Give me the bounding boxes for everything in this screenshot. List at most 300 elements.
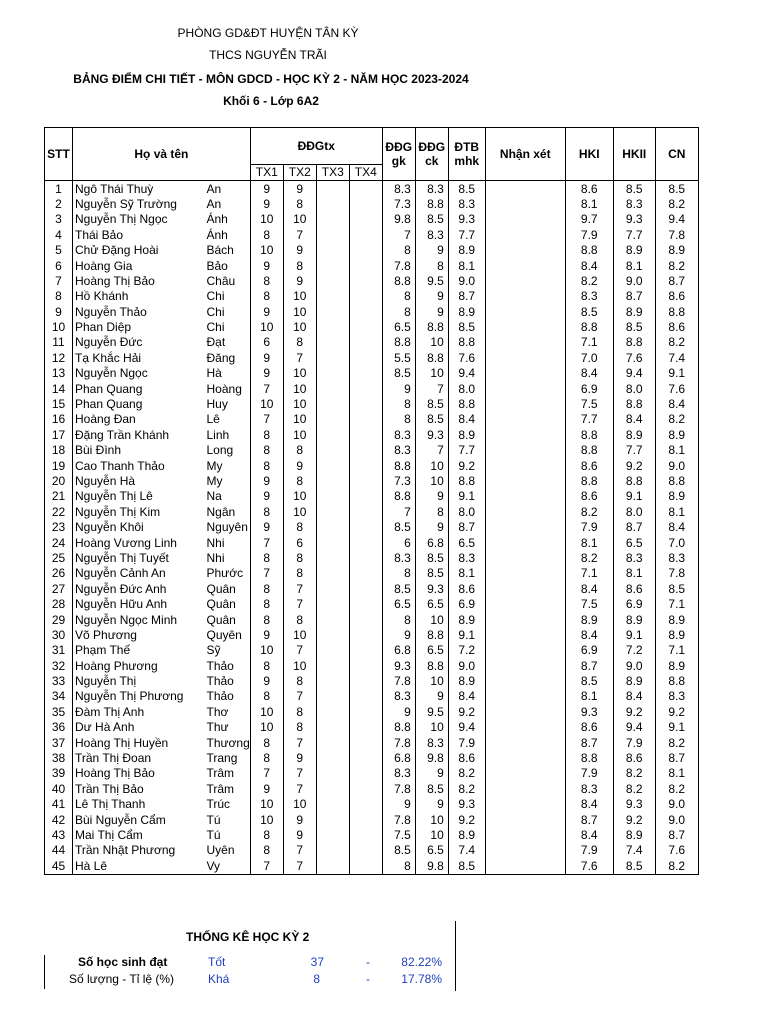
- cell-ddg-gk: 8.3: [382, 181, 415, 197]
- cell-ddg-gk: 8: [382, 397, 415, 412]
- cell-tx2: 10: [283, 505, 316, 520]
- cell-ddg-ck: 9: [415, 489, 448, 504]
- cell-ddg-gk: 7: [382, 505, 415, 520]
- cell-dtb-mhk: 9.1: [448, 489, 485, 504]
- cell-stt: 16: [45, 412, 73, 427]
- cell-tx3: [316, 351, 349, 366]
- cell-remark: [485, 397, 565, 412]
- cell-remark: [485, 812, 565, 827]
- cell-tx3: [316, 458, 349, 473]
- table-row: [45, 274, 699, 289]
- cell-tx4: [349, 320, 382, 335]
- cell-first-name: Chi: [205, 305, 251, 320]
- cell-last-middle-name: Nguyễn Thị: [73, 674, 205, 689]
- cell-dtb-mhk: 8.4: [448, 689, 485, 704]
- cell-first-name: Thảo: [205, 659, 251, 674]
- cell-stt: 44: [45, 843, 73, 858]
- cell-last-middle-name: Trần Thị Bảo: [73, 782, 205, 797]
- cell-hkii: 7.6: [613, 351, 655, 366]
- cell-stt: 31: [45, 643, 73, 658]
- cell-stt: 7: [45, 274, 73, 289]
- cell-tx2: 8: [283, 705, 316, 720]
- cell-tx1: 10: [250, 212, 283, 227]
- cell-tx1: 8: [250, 659, 283, 674]
- cell-ddg-ck: 9: [415, 243, 448, 258]
- cell-tx1: 8: [250, 551, 283, 566]
- cell-stt: 39: [45, 766, 73, 781]
- cell-hkii: 8.6: [613, 582, 655, 597]
- cell-stt: 29: [45, 612, 73, 627]
- cell-tx4: [349, 535, 382, 550]
- cell-tx3: [316, 612, 349, 627]
- cell-tx1: 10: [250, 243, 283, 258]
- col-tx1: TX1: [250, 165, 283, 181]
- cell-remark: [485, 258, 565, 273]
- cell-first-name: Quyên: [205, 628, 251, 643]
- cell-ddg-ck: 8.8: [415, 351, 448, 366]
- cell-dtb-mhk: 8.2: [448, 782, 485, 797]
- cell-hkii: 7.7: [613, 443, 655, 458]
- cell-remark: [485, 751, 565, 766]
- cell-tx3: [316, 535, 349, 550]
- col-ddgtx: ĐĐGtx: [250, 128, 382, 165]
- cell-tx3: [316, 505, 349, 520]
- cell-ddg-ck: 8.3: [415, 228, 448, 243]
- cell-dtb-mhk: 7.7: [448, 443, 485, 458]
- cell-tx3: [316, 843, 349, 858]
- cell-stt: 30: [45, 628, 73, 643]
- cell-tx4: [349, 705, 382, 720]
- cell-hkii: 8.9: [613, 674, 655, 689]
- cell-first-name: My: [205, 458, 251, 473]
- stats-title: THỐNG KÊ HỌC KỲ 2: [186, 930, 310, 944]
- cell-stt: 43: [45, 828, 73, 843]
- cell-tx4: [349, 812, 382, 827]
- cell-tx4: [349, 381, 382, 396]
- cell-dtb-mhk: 8.9: [448, 674, 485, 689]
- cell-stt: 12: [45, 351, 73, 366]
- cell-stt: 3: [45, 212, 73, 227]
- cell-cn: 9.0: [655, 812, 698, 827]
- cell-ddg-gk: 9: [382, 628, 415, 643]
- cell-hki: 8.4: [565, 582, 613, 597]
- cell-ddg-ck: 9: [415, 305, 448, 320]
- cell-cn: 8.7: [655, 274, 698, 289]
- cell-tx3: [316, 766, 349, 781]
- col-hki: HKI: [565, 128, 613, 181]
- stats-count: 8: [313, 972, 320, 986]
- cell-remark: [485, 351, 565, 366]
- cell-hkii: 8.9: [613, 305, 655, 320]
- cell-last-middle-name: Lê Thị Thanh: [73, 797, 205, 812]
- cell-ddg-gk: 8.3: [382, 551, 415, 566]
- cell-ddg-ck: 8.8: [415, 659, 448, 674]
- cell-first-name: Thương: [206, 735, 250, 750]
- cell-hki: 8.1: [565, 535, 613, 550]
- cell-hkii: 9.1: [613, 489, 655, 504]
- cell-ddg-gk: 8.3: [382, 689, 415, 704]
- cell-tx3: [316, 212, 349, 227]
- cell-tx3: [316, 243, 349, 258]
- cell-remark: [485, 181, 565, 197]
- cell-tx3: [316, 258, 349, 273]
- cell-tx2: 10: [283, 305, 316, 320]
- cell-tx4: [349, 443, 382, 458]
- cell-hkii: 7.7: [613, 228, 655, 243]
- cell-tx2: 7: [283, 689, 316, 704]
- cell-tx2: 9: [283, 181, 316, 197]
- cell-ddg-gk: 9.8: [382, 212, 415, 227]
- table-row: [45, 859, 699, 875]
- cell-ddg-gk: 7.3: [382, 474, 415, 489]
- cell-stt: 11: [45, 335, 73, 350]
- cell-tx1: 10: [250, 397, 283, 412]
- cell-cn: 7.0: [655, 535, 698, 550]
- cell-cn: 7.1: [655, 597, 698, 612]
- cell-last-middle-name: Phan Quang: [73, 381, 205, 396]
- cell-hki: 8.2: [565, 551, 613, 566]
- cell-tx2: 10: [283, 289, 316, 304]
- grade-table: [44, 127, 699, 875]
- stats-dash: -: [366, 972, 370, 986]
- cell-tx4: [349, 689, 382, 704]
- table-body: [45, 181, 699, 875]
- cell-ddg-ck: 8.3: [415, 735, 448, 750]
- cell-hkii: 9.2: [613, 458, 655, 473]
- cell-tx3: [316, 597, 349, 612]
- cell-last-middle-name: Trần Thị Đoan: [73, 751, 205, 766]
- cell-tx4: [349, 582, 382, 597]
- table-row: [45, 228, 699, 243]
- cell-first-name: Quân: [205, 612, 251, 627]
- table-row: [45, 566, 699, 581]
- cell-tx2: 7: [283, 766, 316, 781]
- cell-hki: 8.3: [565, 289, 613, 304]
- cell-tx4: [349, 258, 382, 273]
- cell-remark: [485, 828, 565, 843]
- cell-ddg-ck: 10: [415, 474, 448, 489]
- cell-ddg-ck: 8.5: [415, 782, 448, 797]
- cell-remark: [485, 228, 565, 243]
- cell-cn: 8.1: [655, 443, 698, 458]
- cell-first-name: Tú: [205, 812, 251, 827]
- cell-last-middle-name: Bùi Nguyễn Cẩm: [73, 812, 205, 827]
- cell-cn: 8.9: [655, 243, 698, 258]
- cell-ddg-ck: 10: [415, 335, 448, 350]
- cell-first-name: Ngân: [205, 505, 251, 520]
- cell-remark: [485, 320, 565, 335]
- cell-hki: 8.6: [565, 458, 613, 473]
- cell-ddg-ck: 8: [415, 505, 448, 520]
- cell-first-name: Vy: [205, 859, 251, 875]
- department-header: PHÒNG GD&ĐT HUYỆN TÂN KỲ: [177, 26, 359, 40]
- cell-stt: 37: [45, 735, 73, 750]
- cell-cn: 8.8: [655, 305, 698, 320]
- cell-hkii: 7.4: [613, 843, 655, 858]
- cell-dtb-mhk: 6.5: [448, 535, 485, 550]
- cell-tx3: [316, 320, 349, 335]
- cell-tx2: 8: [283, 474, 316, 489]
- cell-dtb-mhk: 9.2: [448, 812, 485, 827]
- table-row: [45, 828, 699, 843]
- cell-first-name: Sỹ: [205, 643, 251, 658]
- cell-hkii: 9.0: [613, 659, 655, 674]
- stats-grade: Tốt: [208, 955, 226, 969]
- cell-remark: [485, 243, 565, 258]
- school-name: THCS NGUYỄN TRÃI: [209, 48, 327, 62]
- cell-remark: [485, 274, 565, 289]
- cell-tx4: [349, 674, 382, 689]
- cell-tx4: [349, 843, 382, 858]
- cell-hki: 7.5: [565, 397, 613, 412]
- cell-tx3: [316, 428, 349, 443]
- cell-ddg-ck: 6.8: [415, 535, 448, 550]
- cell-first-name: Tú: [205, 828, 251, 843]
- cell-ddg-ck: 6.5: [415, 643, 448, 658]
- cell-tx3: [316, 859, 349, 875]
- cell-tx4: [349, 643, 382, 658]
- cell-tx1: 8: [250, 689, 283, 704]
- table-row: [45, 212, 699, 227]
- cell-ddg-gk: 8: [382, 289, 415, 304]
- cell-tx3: [316, 751, 349, 766]
- cell-first-name: Hoàng: [205, 381, 251, 396]
- cell-ddg-gk: 8.8: [382, 458, 415, 473]
- cell-dtb-mhk: 8.7: [448, 520, 485, 535]
- cell-last-middle-name: Hoàng Phương: [73, 659, 205, 674]
- table-row: [45, 258, 699, 273]
- cell-first-name: Bảo: [205, 258, 251, 273]
- cell-first-name: Trâm: [205, 782, 251, 797]
- cell-ddg-gk: 8: [382, 566, 415, 581]
- cell-stt: 14: [45, 381, 73, 396]
- cell-hkii: 8.7: [613, 289, 655, 304]
- cell-dtb-mhk: 6.9: [448, 597, 485, 612]
- cell-cn: 8.2: [655, 197, 698, 212]
- cell-tx1: 9: [250, 351, 283, 366]
- cell-first-name: Linh: [205, 428, 251, 443]
- cell-hkii: 9.0: [613, 274, 655, 289]
- cell-tx2: 7: [283, 782, 316, 797]
- stats-count: 37: [310, 955, 324, 969]
- cell-cn: 8.4: [655, 397, 698, 412]
- cell-dtb-mhk: 8.0: [448, 381, 485, 396]
- cell-ddg-ck: 6.5: [415, 843, 448, 858]
- cell-tx4: [349, 551, 382, 566]
- cell-remark: [485, 535, 565, 550]
- cell-cn: 7.8: [655, 228, 698, 243]
- cell-tx2: 8: [283, 674, 316, 689]
- table-row: [45, 766, 699, 781]
- table-row: [45, 289, 699, 304]
- cell-tx1: 8: [250, 274, 283, 289]
- cell-hki: 8.6: [565, 489, 613, 504]
- cell-tx4: [349, 243, 382, 258]
- cell-remark: [485, 289, 565, 304]
- cell-tx2: 10: [283, 381, 316, 396]
- cell-last-middle-name: Nguyễn Thị Tuyết: [73, 551, 205, 566]
- table-row: [45, 320, 699, 335]
- table-row: [45, 520, 699, 535]
- cell-tx3: [316, 443, 349, 458]
- table-row: [45, 505, 699, 520]
- cell-stt: 13: [45, 366, 73, 381]
- cell-cn: 8.8: [655, 474, 698, 489]
- cell-tx2: 10: [283, 212, 316, 227]
- table-row: [45, 428, 699, 443]
- cell-tx1: 7: [250, 381, 283, 396]
- cell-stt: 10: [45, 320, 73, 335]
- cell-tx2: 8: [283, 520, 316, 535]
- cell-hki: 7.9: [565, 520, 613, 535]
- cell-tx1: 8: [250, 458, 283, 473]
- cell-last-middle-name: Nguyễn Cảnh An: [73, 566, 205, 581]
- cell-hkii: 8.4: [613, 689, 655, 704]
- cell-last-middle-name: Mai Thị Cẩm: [73, 828, 205, 843]
- cell-last-middle-name: Nguyễn Ngọc Minh: [73, 612, 205, 627]
- cell-dtb-mhk: 8.7: [448, 289, 485, 304]
- cell-hki: 8.7: [565, 735, 613, 750]
- cell-stt: 27: [45, 582, 73, 597]
- cell-hki: 7.9: [565, 766, 613, 781]
- cell-stt: 45: [45, 859, 73, 875]
- cell-remark: [485, 428, 565, 443]
- cell-dtb-mhk: 7.7: [448, 228, 485, 243]
- cell-first-name: Thảo: [205, 674, 251, 689]
- cell-tx2: 10: [283, 659, 316, 674]
- cell-dtb-mhk: 8.9: [448, 828, 485, 843]
- cell-ddg-gk: 9: [382, 797, 415, 812]
- cell-last-middle-name: Nguyễn Khôi: [73, 520, 205, 535]
- cell-hki: 8.2: [565, 505, 613, 520]
- cell-cn: 8.5: [655, 181, 698, 197]
- cell-tx4: [349, 181, 382, 197]
- cell-tx1: 10: [250, 812, 283, 827]
- cell-tx3: [316, 489, 349, 504]
- cell-cn: 7.1: [655, 643, 698, 658]
- cell-tx2: 9: [283, 828, 316, 843]
- stats-label-count-ratio: Số lượng - Tỉ lệ (%): [69, 972, 175, 986]
- cell-hki: 8.4: [565, 366, 613, 381]
- cell-hkii: 8.0: [613, 381, 655, 396]
- cell-tx4: [349, 335, 382, 350]
- cell-dtb-mhk: 7.4: [448, 843, 485, 858]
- cell-remark: [485, 443, 565, 458]
- cell-hkii: 8.9: [613, 612, 655, 627]
- cell-tx3: [316, 705, 349, 720]
- cell-remark: [485, 197, 565, 212]
- cell-first-name: Thư: [205, 720, 251, 735]
- cell-tx2: 7: [283, 859, 316, 875]
- cell-remark: [485, 859, 565, 875]
- cell-tx2: 8: [283, 612, 316, 627]
- cell-tx1: 8: [250, 828, 283, 843]
- cell-ddg-gk: 7.8: [382, 812, 415, 827]
- cell-ddg-ck: 8.5: [415, 412, 448, 427]
- col-tx4: TX4: [349, 165, 382, 181]
- cell-ddg-ck: 8.5: [415, 397, 448, 412]
- cell-dtb-mhk: 8.3: [448, 551, 485, 566]
- cell-tx4: [349, 397, 382, 412]
- cell-cn: 8.9: [655, 428, 698, 443]
- cell-hkii: 8.3: [613, 551, 655, 566]
- cell-tx1: 7: [250, 566, 283, 581]
- cell-tx2: 9: [283, 243, 316, 258]
- cell-ddg-ck: 9: [415, 766, 448, 781]
- cell-stt: 32: [45, 659, 73, 674]
- cell-ddg-ck: 9.5: [415, 274, 448, 289]
- cell-first-name: Phước: [205, 566, 251, 581]
- cell-tx4: [349, 228, 382, 243]
- table-row: [45, 843, 699, 858]
- cell-dtb-mhk: 7.2: [448, 643, 485, 658]
- cell-cn: 8.2: [655, 335, 698, 350]
- cell-tx1: 10: [250, 797, 283, 812]
- cell-tx1: 10: [250, 643, 283, 658]
- cell-tx1: 10: [250, 705, 283, 720]
- table-row: [45, 797, 699, 812]
- cell-tx1: 9: [250, 674, 283, 689]
- cell-tx1: 10: [250, 320, 283, 335]
- cell-remark: [485, 659, 565, 674]
- cell-first-name: Bách: [205, 243, 251, 258]
- cell-dtb-mhk: 8.1: [448, 566, 485, 581]
- cell-tx4: [349, 566, 382, 581]
- cell-stt: 6: [45, 258, 73, 273]
- cell-stt: 40: [45, 782, 73, 797]
- cell-stt: 24: [45, 535, 73, 550]
- cell-tx4: [349, 274, 382, 289]
- cell-ddg-gk: 8.5: [382, 520, 415, 535]
- cell-tx3: [316, 689, 349, 704]
- cell-tx3: [316, 520, 349, 535]
- table-row: [45, 628, 699, 643]
- cell-ddg-gk: 6.5: [382, 320, 415, 335]
- cell-ddg-ck: 8.5: [415, 551, 448, 566]
- cell-cn: 7.4: [655, 351, 698, 366]
- cell-hkii: 8.9: [613, 243, 655, 258]
- cell-hki: 8.3: [565, 782, 613, 797]
- cell-remark: [485, 689, 565, 704]
- cell-ddg-ck: 8: [415, 258, 448, 273]
- cell-remark: [485, 643, 565, 658]
- class-subtitle: Khối 6 - Lớp 6A2: [223, 94, 319, 108]
- cell-cn: 8.9: [655, 489, 698, 504]
- cell-tx1: 9: [250, 305, 283, 320]
- cell-ddg-ck: 8.5: [415, 212, 448, 227]
- cell-ddg-gk: 9: [382, 705, 415, 720]
- cell-dtb-mhk: 7.6: [448, 351, 485, 366]
- cell-ddg-ck: 8.5: [415, 566, 448, 581]
- cell-cn: 7.6: [655, 843, 698, 858]
- cell-cn: 7.6: [655, 381, 698, 396]
- cell-ddg-ck: 8.8: [415, 628, 448, 643]
- cell-dtb-mhk: 9.0: [448, 659, 485, 674]
- cell-first-name: Thơ: [205, 705, 251, 720]
- cell-tx2: 10: [283, 628, 316, 643]
- cell-first-name: Quân: [205, 582, 251, 597]
- cell-cn: 8.7: [655, 828, 698, 843]
- table-row: [45, 197, 699, 212]
- cell-ddg-ck: 9: [415, 520, 448, 535]
- cell-tx4: [349, 766, 382, 781]
- cell-cn: 8.9: [655, 612, 698, 627]
- cell-remark: [485, 505, 565, 520]
- table-row: [45, 689, 699, 704]
- cell-ddg-gk: 8.3: [382, 428, 415, 443]
- cell-tx3: [316, 274, 349, 289]
- cell-last-middle-name: Hoàng Đan: [73, 412, 205, 427]
